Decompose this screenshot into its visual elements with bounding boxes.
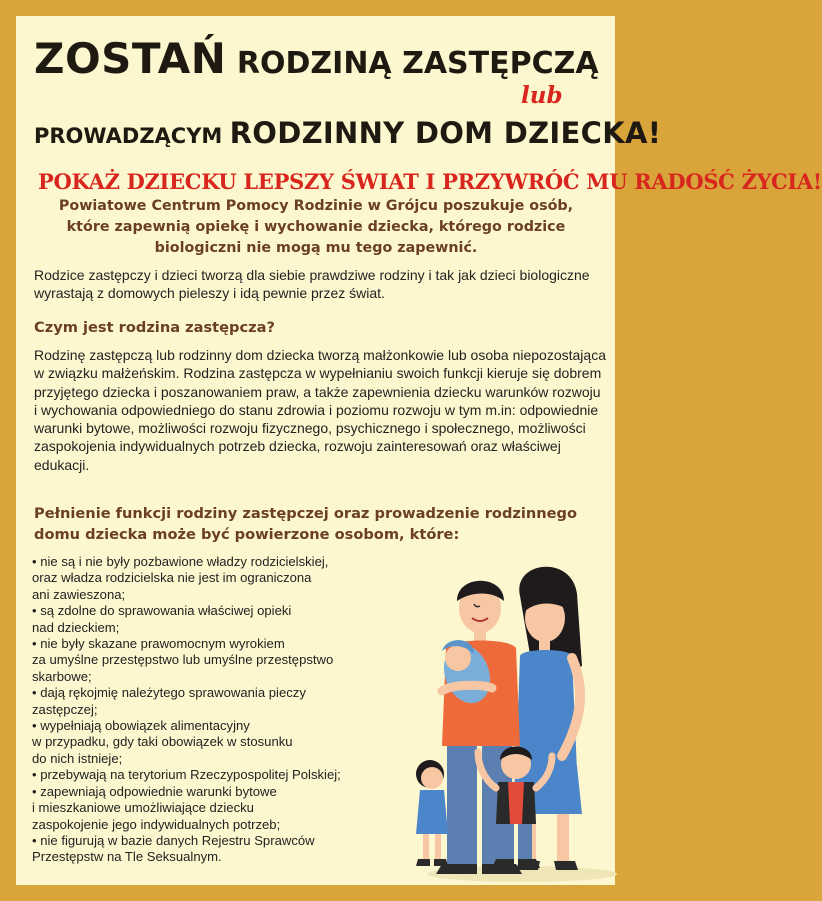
- requirement-line: zastępczej;: [32, 701, 98, 717]
- requirement-line: • są zdolne do sprawowania właściwej opieki: [32, 603, 292, 619]
- requirement-line: • wypełniają obowiązek alimentacyjny: [32, 718, 250, 734]
- requirement-line: • nie były skazane prawomocnym wyrokiem: [32, 636, 285, 652]
- title-rodzinny-dom-dziecka: RODZINNY DOM DZIECKA!: [229, 116, 662, 150]
- title-lub: lub: [521, 82, 563, 109]
- requirement-line: Przestępstw na Tle Seksualnym.: [32, 849, 222, 865]
- paragraph-definition: Rodzinę zastępczą lub rodzinny dom dziecka tworzą małżonkowie lub osoba niepozostająca w związku małżeńskim. Rodzina zastępcza w wypełnianiu swoich funkcji kieruje się dobrem przyjętego dziecka i poszanowaniem praw, a także zapewnienia dziecku warunków rozwoju i wychowania odpowiedniego do stanu zdrowia i poziomu rozwoju w tym m.in: odpowiednie warunki bytowe, możliwości rozwoju fizycznego, psychicznego i społecznego, możliwości zaspokojenia indywidualnych potrzeb dziecka, rozwoju zainteresowań oraz właściwej edukacji.: [34, 347, 606, 473]
- title-zostan: ZOSTAŃ: [34, 34, 227, 83]
- slogan: POKAŻ DZIECKU LEPSZY ŚWIAT I PRZYWRÓĆ MU RADOŚĆ ŻYCIA!: [38, 169, 822, 194]
- requirement-line: za umyślne przestępstwo lub umyślne przestępstwo: [32, 652, 334, 668]
- girl-figure: [416, 760, 448, 866]
- title-line-1: [34, 34, 604, 83]
- requirement-line: zaspokojenie jego indywidualnych potrzeb;: [32, 816, 281, 832]
- requirement-line: • nie figurują w bazie danych Rejestru Sprawców: [32, 832, 315, 848]
- flyer: [16, 16, 822, 885]
- requirement-line: nad dzieckiem;: [32, 619, 120, 635]
- requirement-line: • dają rękojmię należytego sprawowania pieczy: [32, 685, 306, 701]
- heading-what-is-foster-family: Czym jest rodzina zastępcza?: [34, 319, 275, 336]
- title-rodzina-zastepcza: RODZINĄ ZASTĘPCZĄ: [226, 46, 599, 81]
- requirement-line: i mieszkaniowe umożliwiające dziecku: [32, 800, 254, 816]
- requirement-line: ani zawieszona;: [32, 586, 126, 602]
- requirements-list: [32, 554, 432, 866]
- requirement-line: w przypadku, gdy taki obowiązek w stosunku: [32, 734, 293, 750]
- requirement-line: • przebywają na terytorium Rzeczypospolitej Polskiej;: [32, 767, 341, 783]
- requirement-line: • zapewniają odpowiednie warunki bytowe: [32, 783, 277, 799]
- requirement-line: oraz władza rodzicielska nie jest im ograniczona: [32, 570, 312, 586]
- family-illustration: [412, 556, 615, 885]
- requirement-line: do nich istnieje;: [32, 750, 123, 766]
- requirement-line: skarbowe;: [32, 668, 92, 684]
- title-line-2: [34, 116, 662, 150]
- paragraph-families: Rodzice zastępczy i dzieci tworzą dla siebie prawdziwe rodziny i tak jak dzieci biologiczne wyrastają z domowych pieleszy i idą pewnie przez świat.: [34, 267, 590, 302]
- intro-text: Powiatowe Centrum Pomocy Rodzinie w Grójcu poszukuje osób, które zapewnią opiekę i wychowanie dziecka, którego rodzice biologiczni nie mogą mu tego zapewnić.: [58, 198, 574, 256]
- title-prowadzacym: PROWADZĄCYM: [34, 124, 230, 148]
- requirement-line: • nie są i nie były pozbawione władzy rodzicielskiej,: [32, 554, 329, 569]
- heading-requirements: Pełnienie funkcji rodziny zastępczej oraz prowadzenie rodzinnego domu dziecka może być powierzone osobom, które:: [34, 505, 578, 543]
